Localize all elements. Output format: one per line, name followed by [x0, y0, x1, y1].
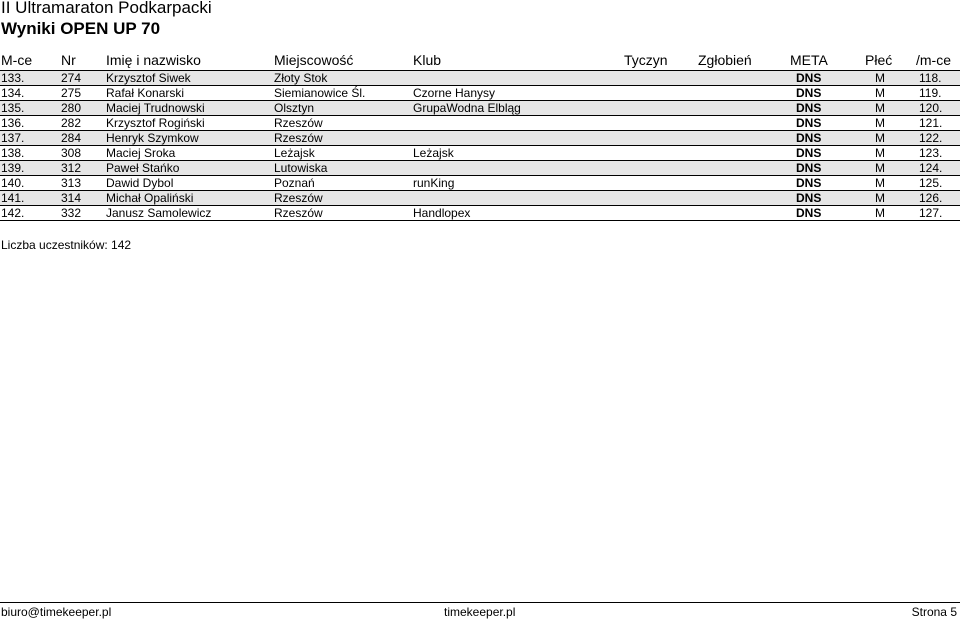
footer-divider: [0, 602, 960, 603]
table-row: [0, 206, 960, 221]
table-row: [0, 101, 960, 116]
number-cell: 275: [61, 86, 82, 100]
meta-cell: DNS: [796, 131, 822, 145]
name-cell: Krzysztof Siwek: [106, 71, 191, 85]
gender-place-cell: 124.: [919, 161, 943, 175]
number-cell: 282: [61, 116, 82, 130]
number-cell: 308: [61, 146, 82, 160]
table-row: [0, 176, 960, 191]
gender-cell: M: [875, 86, 885, 100]
header-gender: Płeć: [865, 52, 893, 68]
city-cell: Rzeszów: [274, 191, 323, 205]
footer-email: biuro@timekeeper.pl: [1, 605, 112, 619]
gender-place-cell: 120.: [919, 101, 943, 115]
number-cell: 284: [61, 131, 82, 145]
meta-cell: DNS: [796, 191, 822, 205]
table-row: [0, 191, 960, 206]
city-cell: Rzeszów: [274, 116, 323, 130]
name-cell: Rafał Konarski: [106, 86, 185, 100]
place-cell: 142.: [1, 206, 25, 220]
city-cell: Poznań: [274, 176, 315, 190]
club-cell: GrupaWodna Elbląg: [413, 101, 521, 115]
header-city: Miejscowość: [274, 52, 354, 68]
city-cell: Rzeszów: [274, 131, 323, 145]
header-gender-place: /m-ce: [916, 52, 951, 68]
header-meta: META: [790, 52, 828, 68]
city-cell: Leżajsk: [274, 146, 315, 160]
table-row: [0, 71, 960, 86]
name-cell: Janusz Samolewicz: [106, 206, 212, 220]
header-tyczyn: Tyczyn: [624, 52, 668, 68]
place-cell: 133.: [1, 71, 25, 85]
meta-cell: DNS: [796, 116, 822, 130]
table-row: [0, 86, 960, 101]
gender-place-cell: 123.: [919, 146, 943, 160]
gender-cell: M: [875, 191, 885, 205]
name-cell: Dawid Dybol: [106, 176, 174, 190]
gender-place-cell: 122.: [919, 131, 943, 145]
city-cell: Olsztyn: [274, 101, 315, 115]
footer-page-number: Strona 5: [911, 605, 957, 619]
number-cell: 274: [61, 71, 82, 85]
city-cell: Lutowiska: [274, 161, 328, 175]
table-row: [0, 161, 960, 176]
gender-place-cell: 119.: [919, 86, 942, 100]
gender-cell: M: [875, 161, 885, 175]
event-title: II Ultramaraton Podkarpacki: [1, 0, 212, 17]
meta-cell: DNS: [796, 146, 822, 160]
club-cell: Handlopex: [413, 206, 471, 220]
table-row: [0, 116, 960, 131]
name-cell: Michał Opaliński: [106, 191, 194, 205]
city-cell: Rzeszów: [274, 206, 323, 220]
header-place: M-ce: [1, 52, 33, 68]
club-cell: Czorne Hanysy: [413, 86, 496, 100]
name-cell: Paweł Stańko: [106, 161, 180, 175]
number-cell: 280: [61, 101, 82, 115]
place-cell: 134.: [1, 86, 25, 100]
number-cell: 314: [61, 191, 82, 205]
city-cell: Siemianowice Śl.: [274, 86, 366, 100]
gender-cell: M: [875, 116, 885, 130]
category-title: Wyniki OPEN UP 70: [1, 19, 161, 38]
city-cell: Złoty Stok: [274, 71, 328, 85]
results-table-body: [0, 71, 960, 221]
meta-cell: DNS: [796, 206, 822, 220]
place-cell: 138.: [1, 146, 25, 160]
gender-cell: M: [875, 146, 885, 160]
table-row: [0, 146, 960, 161]
meta-cell: DNS: [796, 71, 822, 85]
name-cell: Henryk Szymkow: [106, 131, 199, 145]
name-cell: Maciej Sroka: [106, 146, 176, 160]
name-cell: Maciej Trudnowski: [106, 101, 205, 115]
club-cell: runKing: [413, 176, 455, 190]
place-cell: 141.: [1, 191, 25, 205]
header-number: Nr: [61, 52, 76, 68]
meta-cell: DNS: [796, 176, 822, 190]
gender-cell: M: [875, 101, 885, 115]
header-zglobien: Zgłobień: [698, 52, 752, 68]
participants-count: Liczba uczestników: 142: [1, 238, 132, 252]
header-name: Imię i nazwisko: [106, 52, 201, 68]
gender-place-cell: 127.: [919, 206, 943, 220]
place-cell: 136.: [1, 116, 25, 130]
number-cell: 312: [61, 161, 82, 175]
table-row: [0, 131, 960, 146]
gender-cell: M: [875, 71, 885, 85]
name-cell: Krzysztof Rogiński: [106, 116, 205, 130]
gender-place-cell: 125.: [919, 176, 943, 190]
meta-cell: DNS: [796, 101, 822, 115]
meta-cell: DNS: [796, 86, 822, 100]
place-cell: 140.: [1, 176, 25, 190]
gender-place-cell: 126.: [919, 191, 943, 205]
club-cell: Leżajsk: [413, 146, 454, 160]
gender-place-cell: 118.: [919, 71, 942, 85]
place-cell: 139.: [1, 161, 25, 175]
number-cell: 332: [61, 206, 82, 220]
gender-place-cell: 121.: [919, 116, 943, 130]
footer-website: timekeeper.pl: [444, 605, 516, 619]
results-table-header: [0, 50, 960, 71]
place-cell: 137.: [1, 131, 25, 145]
number-cell: 313: [61, 176, 82, 190]
place-cell: 135.: [1, 101, 25, 115]
meta-cell: DNS: [796, 161, 822, 175]
gender-cell: M: [875, 176, 885, 190]
gender-cell: M: [875, 131, 885, 145]
header-club: Klub: [413, 52, 442, 68]
gender-cell: M: [875, 206, 885, 220]
